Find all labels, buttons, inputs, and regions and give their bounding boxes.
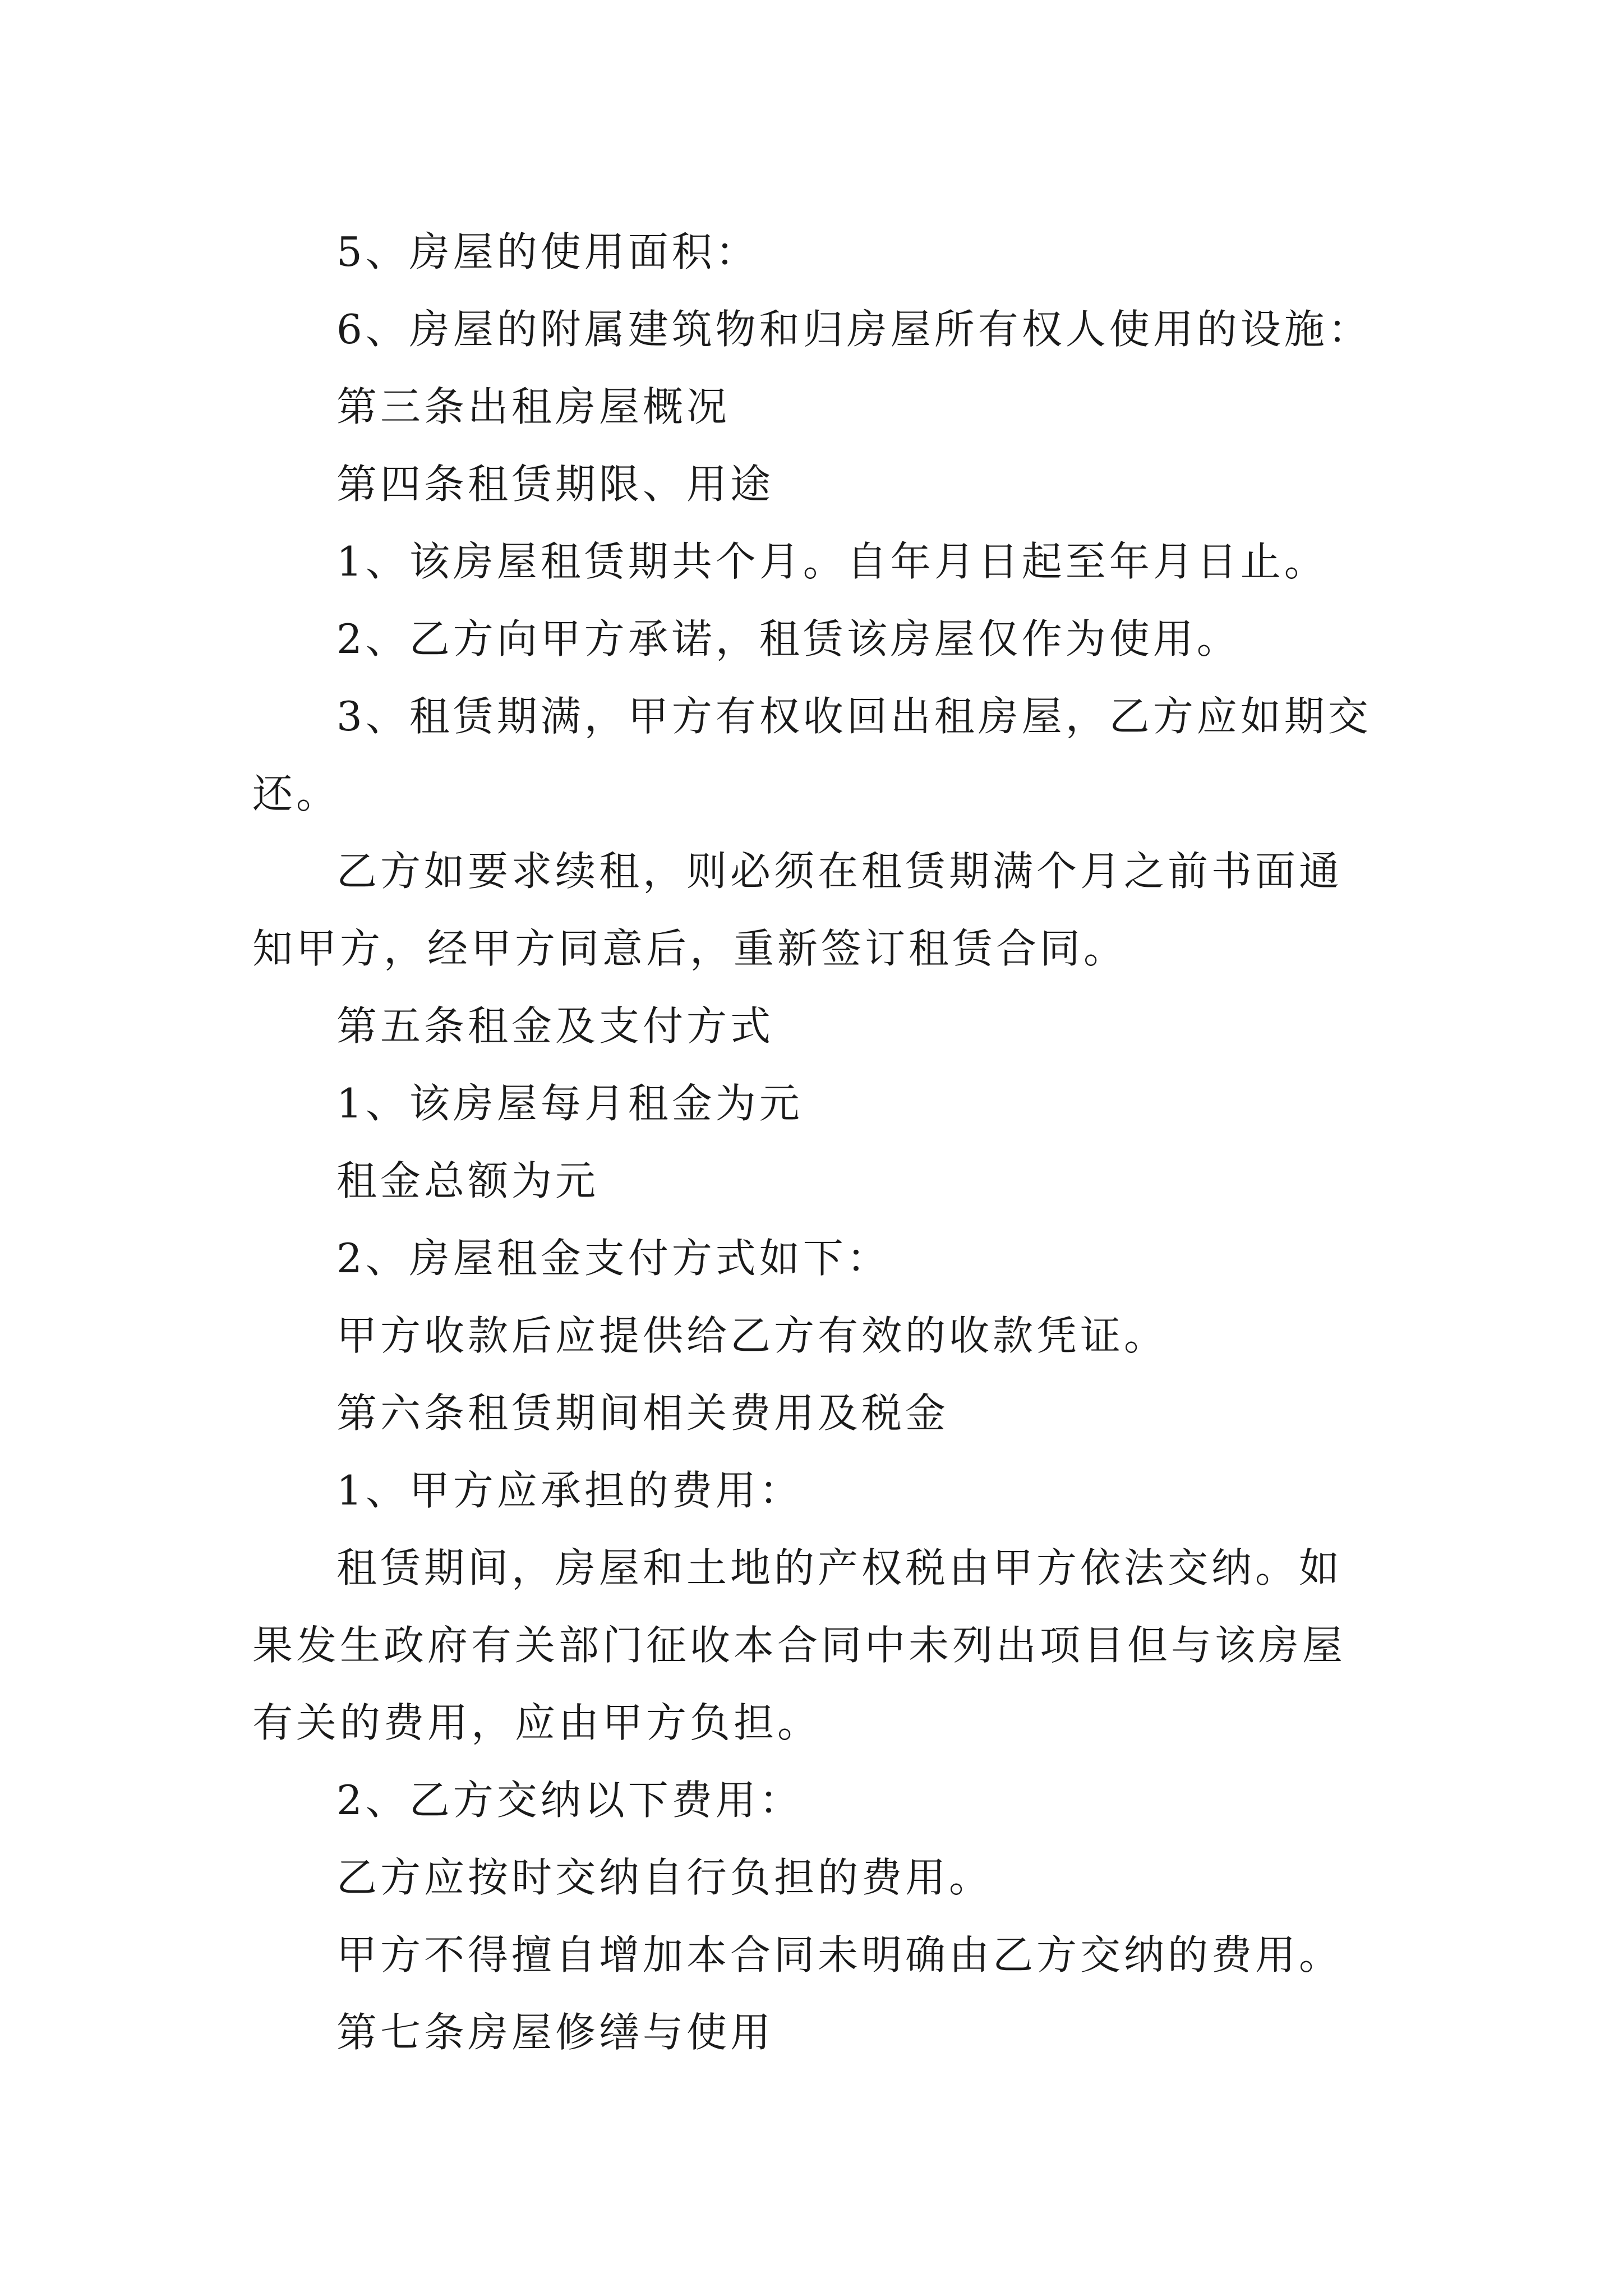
paragraph-lessee-pay-on-time: 乙方应按时交纳自行负担的费用。 xyxy=(336,1854,993,1901)
paragraph-lease-expiry: 3、租赁期满，甲方有权收回出租房屋，乙方应如期交还。 xyxy=(252,693,1372,817)
paragraph-usable-area: 5、房屋的使用面积： xyxy=(336,228,759,275)
article-7-heading: 第七条房屋修缮与使用 xyxy=(336,2009,774,2056)
paragraph-receipt: 甲方收款后应提供给乙方有效的收款凭证。 xyxy=(336,1312,1168,1359)
paragraph-lessor-costs: 1、甲方应承担的费用： xyxy=(336,1467,803,1514)
paragraph-payment-method: 2、房屋租金支付方式如下： xyxy=(336,1235,891,1282)
article-6-heading: 第六条租赁期间相关费用及税金 xyxy=(336,1389,949,1437)
paragraph-no-extra-fees: 甲方不得擅自增加本合同未明确由乙方交纳的费用。 xyxy=(336,1931,1343,1978)
article-3-heading: 第三条出租房屋概况 xyxy=(336,383,731,430)
paragraph-lease-term: 1、该房屋租赁期共个月。自年月日起至年月日止。 xyxy=(336,538,1328,585)
article-5-heading: 第五条租金及支付方式 xyxy=(336,1002,774,1050)
paragraph-monthly-rent: 1、该房屋每月租金为元 xyxy=(336,1080,803,1127)
paragraph-property-tax: 租赁期间，房屋和土地的产权税由甲方依法交纳。如果发生政府有关部门征收本合同中未列出项目但与该房屋有关的费用，应由甲方负担。 xyxy=(252,1544,1347,1746)
paragraph-ancillary-facilities: 6、房屋的附属建筑物和归房屋所有权人使用的设施： xyxy=(336,306,1372,353)
paragraph-total-rent: 租金总额为元 xyxy=(336,1157,600,1204)
paragraph-usage-promise: 2、乙方向甲方承诺，租赁该房屋仅作为使用。 xyxy=(336,615,1241,662)
paragraph-lessee-costs: 2、乙方交纳以下费用： xyxy=(336,1777,803,1824)
contract-body xyxy=(252,213,1385,2071)
paragraph-renewal: 乙方如要求续租，则必须在租赁期满个月之前书面通知甲方，经甲方同意后，重新签订租赁合同。 xyxy=(252,848,1343,972)
article-4-heading: 第四条租赁期限、用途 xyxy=(336,461,774,508)
